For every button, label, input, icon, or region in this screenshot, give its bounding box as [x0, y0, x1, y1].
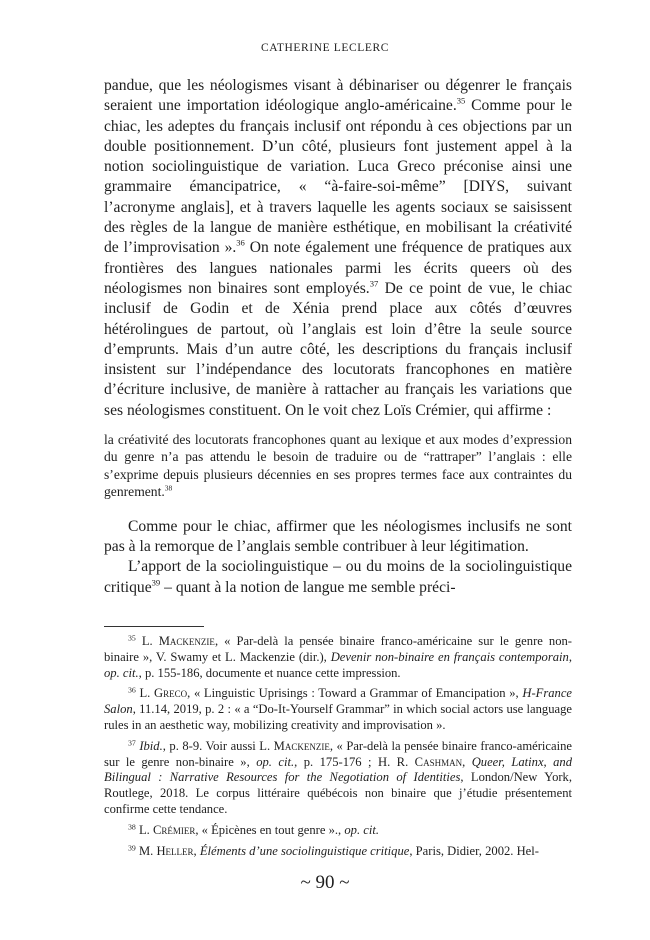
- footnote-number: 39: [128, 842, 136, 852]
- text-run: On note également une fréquence de pratiques aux frontières des langues nationales parmi les écrits queers où des néologismes non binaires sont employés.: [104, 239, 572, 297]
- italic-text: op. cit.: [256, 754, 295, 769]
- text-run: , Paris, Didier, 2002. Hel-: [409, 843, 539, 858]
- footnote-number: 38: [128, 822, 136, 832]
- footnote-ref: 38: [164, 483, 173, 493]
- footnote-36: [104, 686, 572, 733]
- footnote-ref: 36: [236, 237, 245, 248]
- footnote-ref: 35: [456, 95, 466, 106]
- text-run: L’apport de la sociolinguistique – ou du moins de la sociolinguistique critique: [104, 558, 572, 596]
- text-run: , p. 8-9. Voir aussi L.: [162, 738, 274, 753]
- page-number: ~ 90 ~: [300, 872, 350, 893]
- footnote-rule: [104, 626, 204, 627]
- italic-text: Éléments d’une sociolinguistique critique: [199, 843, 410, 858]
- text-run: ,: [462, 754, 472, 769]
- body-text-continued: [104, 517, 572, 598]
- running-head: CATHERINE LECLERC: [260, 42, 390, 54]
- footnote-number: 35: [128, 633, 136, 643]
- italic-text: Devenir non-binaire en français contemporain: [330, 649, 569, 664]
- block-quote: [104, 431, 572, 501]
- text-run: pandue, que les néologismes visant à débinariser ou dégenrer le français seraient une importation idéologique anglo-américaine.: [104, 77, 572, 115]
- author-name: Mackenzie: [158, 634, 215, 648]
- italic-text: H-France Salon: [104, 686, 573, 717]
- text-run: Comme pour le chiac, les adeptes du français inclusif ont répondu à ces objections par un double positionnement. D’un côté, plusieurs font justement appel à la notion sociolinguistique de variation. Luca Greco préconise ainsi une grammaire émancipatrice, « “à-faire-soi-même” [DIYS, suivant l’acronyme anglais], et à travers laquelle les agents sociaux se saisissent des règles de la langue de manière esthétique, en mobilisant la créativité de l’improvisation ».: [104, 97, 572, 257]
- footnote-number: 37: [128, 738, 136, 748]
- text-run: ,: [193, 843, 200, 858]
- text-run: , « Épicènes en tout genre ».,: [195, 822, 345, 837]
- text-run: , London/New York, Routlege, 2018. Le corpus littéraire québécois non binaire que j’étudie présentement confirme cette tendance.: [104, 770, 573, 816]
- footnote-39: [104, 844, 572, 860]
- paragraph-1: [104, 76, 572, 421]
- paragraph-2: [104, 517, 572, 558]
- text-run: – quant à la notion de langue me semble préci-: [160, 578, 456, 596]
- footnote-35: [104, 634, 572, 681]
- text-run: , p. 155-186, documente et nuance cette impression.: [138, 665, 401, 680]
- author-name: Crémier: [152, 822, 196, 837]
- text-run: , « Par-delà la pensée binaire franco-américaine sur le genre non-binaire »,: [104, 738, 572, 769]
- text-run: ,: [568, 649, 572, 664]
- italic-text: Ibid.: [139, 738, 163, 753]
- italic-text: Queer, Latinx, and Bilingual : Narrative Resources for the Negotiation of Identities: [104, 754, 573, 785]
- footnotes: [104, 634, 572, 864]
- author-name: Greco: [154, 686, 188, 701]
- footnote-37: [104, 739, 572, 818]
- text-run: L.: [139, 686, 155, 701]
- text-run: M.: [138, 843, 157, 858]
- text-run: De ce point de vue, le chiac inclusif de Godin et de Xénia prend place aux côtés d’œuvres hétérolingues de partout, où l’anglais est loin d’être la seule source d’emprunts. Mais d’un autre côté, les descriptions du français inclusif insistent sur l’indépendance des locutorats francophones en matière d’écriture inclusive, de manière à rattacher au français les variations que ses néologismes constituent. On le voit chez Loïs Crémier, qui affirme :: [104, 279, 572, 419]
- footnote-number: 36: [128, 685, 136, 695]
- footnote-38: [104, 823, 572, 839]
- text-run: L.: [138, 822, 153, 837]
- text-run: , « Par-delà la pensée binaire franco-américaine sur le genre non-binaire », V. Swamy et L. Mackenzie (dir.),: [104, 634, 572, 664]
- text-run: Comme pour le chiac, affirmer que les néologismes inclusifs ne sont pas à la remorque de l’anglais semble contribuer à leur légitimation.: [104, 517, 572, 555]
- italic-text: op. cit.: [104, 665, 139, 680]
- author-name: Heller: [156, 843, 194, 858]
- main-text: [104, 76, 572, 598]
- text-run: , 11.14, 2019, p. 2 : « a “Do-It-Yourself Grammar” in which social actors use language rules in an aesthetic way, mobilizing creativity and improvisation ».: [104, 702, 572, 732]
- text-run: , p. 175-176 ; H. R.: [294, 754, 415, 769]
- text-run: la créativité des locutorats francophones quant au lexique et aux modes d’expression du genre n’a pas attendu le besoin de traduire ou de “rattraper” l’anglais : elle s’exprime depuis plusieurs décennies en ses propres termes face aux contraintes du genrement.: [104, 432, 572, 500]
- author-name: Mackenzie: [273, 738, 330, 753]
- paragraph-3: [104, 557, 572, 598]
- text-run: , « Linguistic Uprisings : Toward a Grammar of Emancipation »,: [187, 686, 523, 701]
- footnote-ref: 39: [151, 577, 161, 588]
- author-name: Cashman: [414, 754, 463, 769]
- italic-text: op. cit.: [344, 822, 379, 837]
- body-text: [104, 76, 572, 421]
- footnote-ref: 37: [369, 278, 379, 289]
- text-run: L.: [141, 634, 159, 648]
